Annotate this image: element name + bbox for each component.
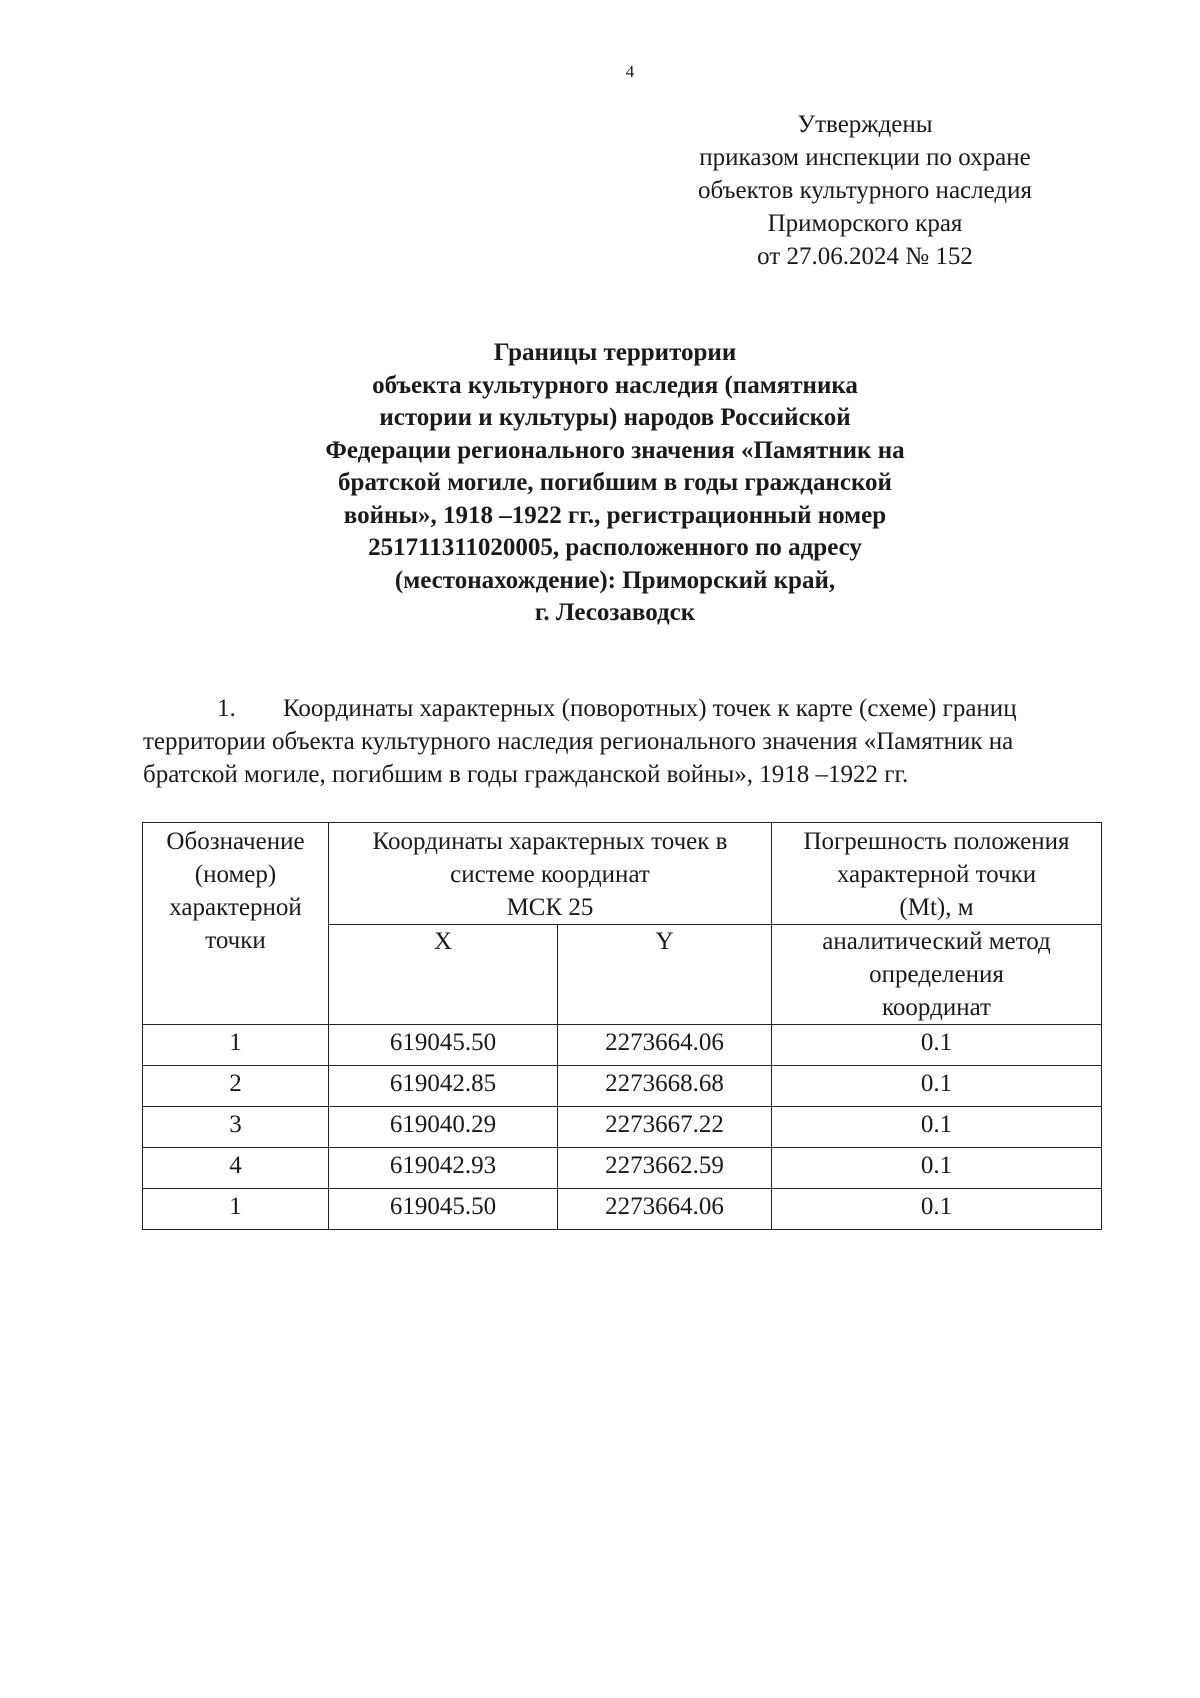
title-line: истории и культуры) народов Российской: [379, 404, 851, 431]
approval-line: Приморского края: [767, 210, 963, 237]
section-paragraph: [143, 692, 1128, 791]
header-text: точки: [205, 927, 266, 954]
title-line: (местонахождение): Приморский край,: [394, 566, 836, 594]
header-coords-cell: [329, 823, 772, 925]
y-cell: 2273664.06: [558, 1189, 772, 1230]
point-cell: 4: [143, 1148, 329, 1189]
mt-cell: 0.1: [772, 1025, 1102, 1066]
header-point-cell: [143, 823, 329, 1025]
title-line: братской могиле, погибшим в годы гражданской: [338, 469, 892, 496]
approval-line: приказом инспекции по охране: [699, 144, 1031, 171]
coordinates-table: [142, 822, 1102, 1230]
y-cell: 2273664.06: [558, 1025, 772, 1066]
header-text: (Mt), м: [899, 894, 974, 921]
paragraph-text: территории объекта культурного наследия регионального значения «Памятник на: [143, 728, 1014, 755]
header-text: системе координат: [450, 861, 650, 888]
point-cell: 1: [143, 1025, 329, 1066]
table-row: [143, 1148, 1102, 1189]
mt-cell: 0.1: [772, 1148, 1102, 1189]
mt-cell: 0.1: [772, 1066, 1102, 1107]
title-line: войны», 1918 –1922 гг., регистрационный номер: [343, 501, 887, 529]
document-title: [240, 337, 990, 630]
header-method-cell: [772, 925, 1102, 1025]
header-x-cell: X: [329, 925, 558, 1025]
title-line: 251711311020005, расположенного по адресу: [368, 534, 862, 561]
page-number: 4: [625, 62, 635, 81]
mt-cell: 0.1: [772, 1189, 1102, 1230]
point-cell: 3: [143, 1107, 329, 1148]
header-text: характерной: [169, 894, 302, 921]
header-text: характерной точки: [836, 861, 1037, 888]
header-error-cell: [772, 823, 1102, 925]
y-cell: 2273667.22: [558, 1107, 772, 1148]
table-row: [143, 1066, 1102, 1107]
title-line: Федерации регионального значения «Памятник на: [325, 436, 905, 464]
header-text: Обозначение: [166, 828, 305, 855]
approval-stamp: [660, 108, 1070, 273]
title-line: Границы территории: [493, 339, 737, 366]
table-row: [143, 1107, 1102, 1148]
header-text: Координаты характерных точек в: [372, 828, 728, 855]
table-row: [143, 1189, 1102, 1230]
paragraph-first-line: [143, 692, 1128, 725]
title-line: г. Лесозаводск: [534, 599, 696, 626]
paragraph-text: Координаты характерных (поворотных) точек к карте (схеме) границ: [283, 695, 1017, 722]
point-cell: 1: [143, 1189, 329, 1230]
table-header-row: [143, 823, 1102, 925]
header-text: МСК 25: [506, 894, 594, 921]
paragraph-text: братской могиле, погибшим в годы гражданской войны», 1918 –1922 гг.: [143, 761, 909, 788]
mt-cell: 0.1: [772, 1107, 1102, 1148]
y-cell: 2273662.59: [558, 1148, 772, 1189]
point-cell: 2: [143, 1066, 329, 1107]
y-cell: 2273668.68: [558, 1066, 772, 1107]
table-row: [143, 1025, 1102, 1066]
x-cell: 619042.93: [329, 1148, 558, 1189]
title-line: объекта культурного наследия (памятника: [372, 371, 858, 399]
x-cell: 619045.50: [329, 1189, 558, 1230]
header-text: аналитический метод: [822, 928, 1051, 955]
paragraph-number: 1.: [217, 695, 236, 722]
approval-line: от 27.06.2024 № 152: [757, 243, 973, 270]
header-text: Погрешность положения: [803, 828, 1070, 855]
x-cell: 619040.29: [329, 1107, 558, 1148]
approval-line: Утверждены: [797, 111, 933, 138]
header-text: определения: [869, 961, 1004, 988]
header-text: координат: [882, 994, 991, 1021]
header-y-cell: Y: [558, 925, 772, 1025]
x-cell: 619042.85: [329, 1066, 558, 1107]
approval-line: объектов культурного наследия: [698, 177, 1032, 204]
header-text: (номер): [194, 861, 277, 888]
x-cell: 619045.50: [329, 1025, 558, 1066]
